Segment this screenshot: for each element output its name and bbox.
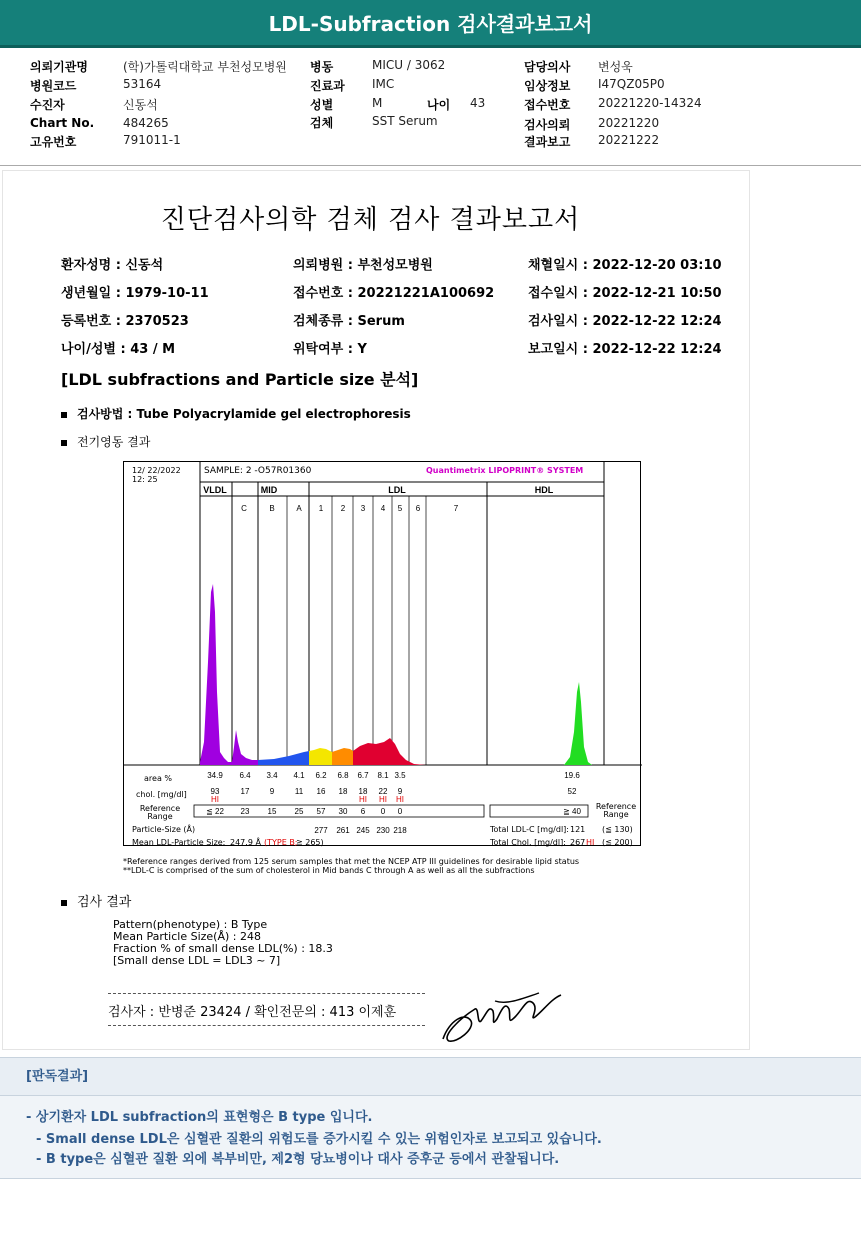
field-birth: 생년월일 : 1979-10-11 — [61, 286, 209, 301]
info-value: I47QZ05P0 — [598, 77, 665, 91]
area-value: 6.8 — [337, 771, 349, 780]
info-label: 임상정보 — [524, 79, 571, 93]
info-label: 나이 — [427, 98, 451, 112]
row-label-ref: Reference Range — [139, 804, 181, 821]
info-value: 53164 — [123, 77, 162, 91]
info-value: MICU / 3062 — [372, 58, 446, 72]
band-label: B — [269, 504, 275, 513]
hi-flag: HI — [211, 795, 219, 804]
area-value: 6.4 — [239, 771, 251, 780]
group-label: MID — [260, 485, 278, 495]
mean-ref: ≧ 265) — [296, 838, 324, 847]
total-ldl-ref: (≦ 130) — [602, 825, 633, 834]
band-label: 6 — [415, 504, 421, 513]
area-value: 4.1 — [293, 771, 305, 780]
info-value: 484265 — [123, 116, 169, 130]
area-value: 19.6 — [564, 771, 580, 780]
result-line: [Small dense LDL = LDL3 ~ 7] — [113, 954, 281, 967]
ldl3-5-area — [353, 738, 426, 765]
ref-value: ≦ 22 — [206, 807, 224, 816]
electro-text: 전기영동 결과 — [77, 435, 151, 449]
band-label: 7 — [453, 504, 459, 513]
examiner-line: 검사자 : 반병준 23424 / 확인전문의 : 413 이제훈 — [108, 1005, 397, 1020]
ref-value: 23 — [240, 807, 250, 816]
field-outsource: 위탁여부 : Y — [293, 342, 367, 357]
section-title: [LDL subfractions and Particle size 분석] — [61, 370, 419, 389]
row-label-size: Particle-Size (Å) — [132, 825, 196, 834]
total-ldl: 121 — [570, 825, 586, 834]
chol-value: 17 — [240, 787, 250, 796]
chol-value: 22 — [378, 787, 388, 796]
chart-brand: Quantimetrix LIPOPRINT® SYSTEM — [426, 466, 584, 475]
document-title: 진단검사의학 검체 검사 결과보고서 — [160, 205, 581, 235]
hi-flag: HI — [379, 795, 387, 804]
field-specimen: 검체종류 : Serum — [293, 314, 405, 329]
judgement-line: - 상기환자 LDL subfraction의 표현형은 B type 입니다. — [26, 1110, 373, 1125]
band-label: 2 — [340, 504, 346, 513]
judgement-line: - Small dense LDL은 심혈관 질환의 위험도를 증가시킬 수 있는 위험인자로 보고되고 있습니다. — [36, 1132, 602, 1147]
info-label: 의뢰기관명 — [30, 60, 88, 74]
info-value: 43 — [470, 96, 486, 110]
hi-flag: HI — [396, 795, 404, 804]
area-value: 3.5 — [394, 771, 406, 780]
chol-value: 9 — [269, 787, 275, 796]
chol-value: 18 — [338, 787, 348, 796]
dashed-divider — [108, 993, 425, 994]
vldl-peak — [200, 584, 232, 765]
chart-svg — [124, 462, 642, 847]
bullet-icon — [61, 412, 67, 418]
info-value: SST Serum — [372, 114, 438, 128]
ldl2-area — [332, 748, 353, 765]
mean-size: 247.9 Å — [230, 838, 261, 847]
chart-time: 12: 25 — [132, 475, 158, 484]
row-label-area: area % — [144, 774, 172, 783]
bullet-icon — [61, 440, 67, 446]
info-value: 20221220-14324 — [598, 96, 702, 110]
field-regno: 등록번호 : 2370523 — [61, 314, 189, 329]
info-value: M — [372, 96, 383, 110]
field-agesex: 나이/성별 : 43 / M — [61, 342, 176, 357]
note-line: **LDL-C is comprised of the sum of cholesterol in Mid bands C through A as well as all the subfractions — [123, 866, 535, 875]
info-value: 변성욱 — [598, 60, 633, 74]
ref-value: 15 — [267, 807, 277, 816]
area-value: 6.7 — [357, 771, 369, 780]
report-title-bar — [0, 0, 861, 48]
particle-size: 218 — [393, 826, 407, 835]
judgement-line: - B type은 심혈관 질환 외에 복부비만, 제2형 당뇨병이나 대사 증후군 등에서 관찰됩니다. — [36, 1152, 560, 1167]
result-head-line — [61, 891, 131, 910]
judgement-panel — [0, 1057, 861, 1179]
info-label: 고유번호 — [30, 135, 77, 149]
info-label: 검체 — [310, 116, 334, 130]
total-chol-hi: HI — [586, 838, 595, 847]
info-value: IMC — [372, 77, 395, 91]
row-label-chol: chol. [mg/dl] — [136, 790, 187, 799]
divider — [0, 165, 861, 166]
chol-value: 93 — [210, 787, 220, 796]
particle-size: 261 — [336, 826, 350, 835]
field-accession: 접수번호 : 20221221A100692 — [293, 286, 495, 301]
particle-size: 230 — [376, 826, 390, 835]
info-label: 병동 — [310, 60, 334, 74]
info-value: (학)가톨릭대학교 부천성모병원 — [123, 60, 287, 74]
total-ldl-label: Total LDL-C [mg/dl]: — [490, 825, 569, 834]
info-value: 791011-1 — [123, 133, 181, 147]
total-chol-label: Total Chol. [mg/dl]: — [490, 838, 566, 847]
info-value: 신동석 — [123, 98, 158, 112]
info-label: Chart No. — [30, 116, 95, 130]
field-draw: 채혈일시 : 2022-12-20 03:10 — [528, 258, 722, 273]
note-line: *Reference ranges derived from 125 serum samples that met the NCEP ATP III guidelines for desirable lipid status — [123, 857, 580, 866]
info-value: 20221220 — [598, 116, 660, 130]
ref-value: 25 — [294, 807, 304, 816]
area-value: 3.4 — [266, 771, 278, 780]
info-label: 수진자 — [30, 98, 65, 112]
result-line: Pattern(phenotype) : B Type — [113, 918, 268, 931]
bullet-icon — [61, 900, 67, 906]
field-name: 환자성명 : 신동석 — [61, 258, 164, 273]
chol-value: 16 — [316, 787, 326, 796]
hi-flag: HI — [359, 795, 367, 804]
chart-sample: SAMPLE: 2 -O57R01360 — [204, 466, 312, 476]
signature-image — [435, 981, 565, 1051]
field-reported: 보고일시 : 2022-12-22 12:24 — [528, 342, 722, 357]
info-value: 20221222 — [598, 133, 660, 147]
field-hospital: 의뢰병원 : 부천성모병원 — [293, 258, 433, 273]
info-label: 담당의사 — [524, 60, 571, 74]
row-label-mean: Mean LDL-Particle Size: — [132, 838, 226, 847]
chol-value: 11 — [294, 787, 304, 796]
judgement-head: [판독결과] — [0, 1058, 861, 1096]
band-label: 4 — [380, 504, 386, 513]
mid-b-a-area — [258, 751, 309, 765]
info-label: 접수번호 — [524, 98, 571, 112]
ref-value: 0 — [397, 807, 403, 816]
info-label: 성별 — [310, 98, 334, 112]
ref-value: 6 — [360, 807, 366, 816]
group-label: VLDL — [203, 485, 227, 495]
area-value: 8.1 — [377, 771, 389, 780]
result-line: Mean Particle Size(Å) : 248 — [113, 930, 261, 943]
chol-value: 52 — [567, 787, 577, 796]
hdl-peak — [564, 682, 592, 765]
method-text: 검사방법 : Tube Polyacrylamide gel electrophoresis — [77, 407, 411, 421]
chart-notes — [123, 857, 579, 875]
report-title: LDL-Subfraction 검사결과보고서 — [268, 12, 593, 36]
result-line: Fraction % of small dense LDL(%) : 18.3 — [113, 942, 333, 955]
ref-right: Reference Range — [595, 802, 637, 819]
result-block — [113, 919, 333, 967]
ref-value: ≧ 40 — [563, 807, 581, 816]
mean-type: (TYPE B; — [264, 838, 298, 847]
report-document — [2, 170, 750, 1050]
ref-value: 30 — [338, 807, 348, 816]
area-value: 6.2 — [315, 771, 327, 780]
particle-size: 245 — [356, 826, 370, 835]
band-label: 3 — [360, 504, 366, 513]
band-label: 5 — [397, 504, 403, 513]
patient-info-panel — [0, 50, 861, 165]
chol-value: 18 — [358, 787, 368, 796]
total-chol-ref: (≦ 200) — [602, 838, 633, 847]
info-label: 진료과 — [310, 79, 345, 93]
field-received: 접수일시 : 2022-12-21 10:50 — [528, 286, 722, 301]
result-head: 검사 결과 — [77, 895, 132, 910]
chart-date: 12/ 22/2022 — [132, 466, 181, 475]
band-label: 1 — [318, 504, 324, 513]
group-label: HDL — [534, 485, 554, 495]
info-label: 병원코드 — [30, 79, 77, 93]
info-label: 검사의뢰 — [524, 118, 571, 132]
group-label: LDL — [388, 485, 406, 495]
ref-value: 57 — [316, 807, 326, 816]
band-label: C — [241, 504, 247, 513]
ref-value: 0 — [380, 807, 386, 816]
ldl1-area — [309, 748, 332, 765]
area-value: 34.9 — [207, 771, 223, 780]
electro-line — [61, 433, 150, 450]
dashed-divider — [108, 1025, 425, 1026]
method-line — [61, 405, 411, 422]
band-label: A — [296, 504, 302, 513]
total-chol: 267 — [570, 838, 586, 847]
field-tested: 검사일시 : 2022-12-22 12:24 — [528, 314, 722, 329]
chol-value: 9 — [397, 787, 403, 796]
particle-size: 277 — [314, 826, 328, 835]
electrophoresis-chart — [123, 461, 641, 846]
mid-c-peak — [232, 730, 258, 765]
info-label: 결과보고 — [524, 135, 571, 149]
